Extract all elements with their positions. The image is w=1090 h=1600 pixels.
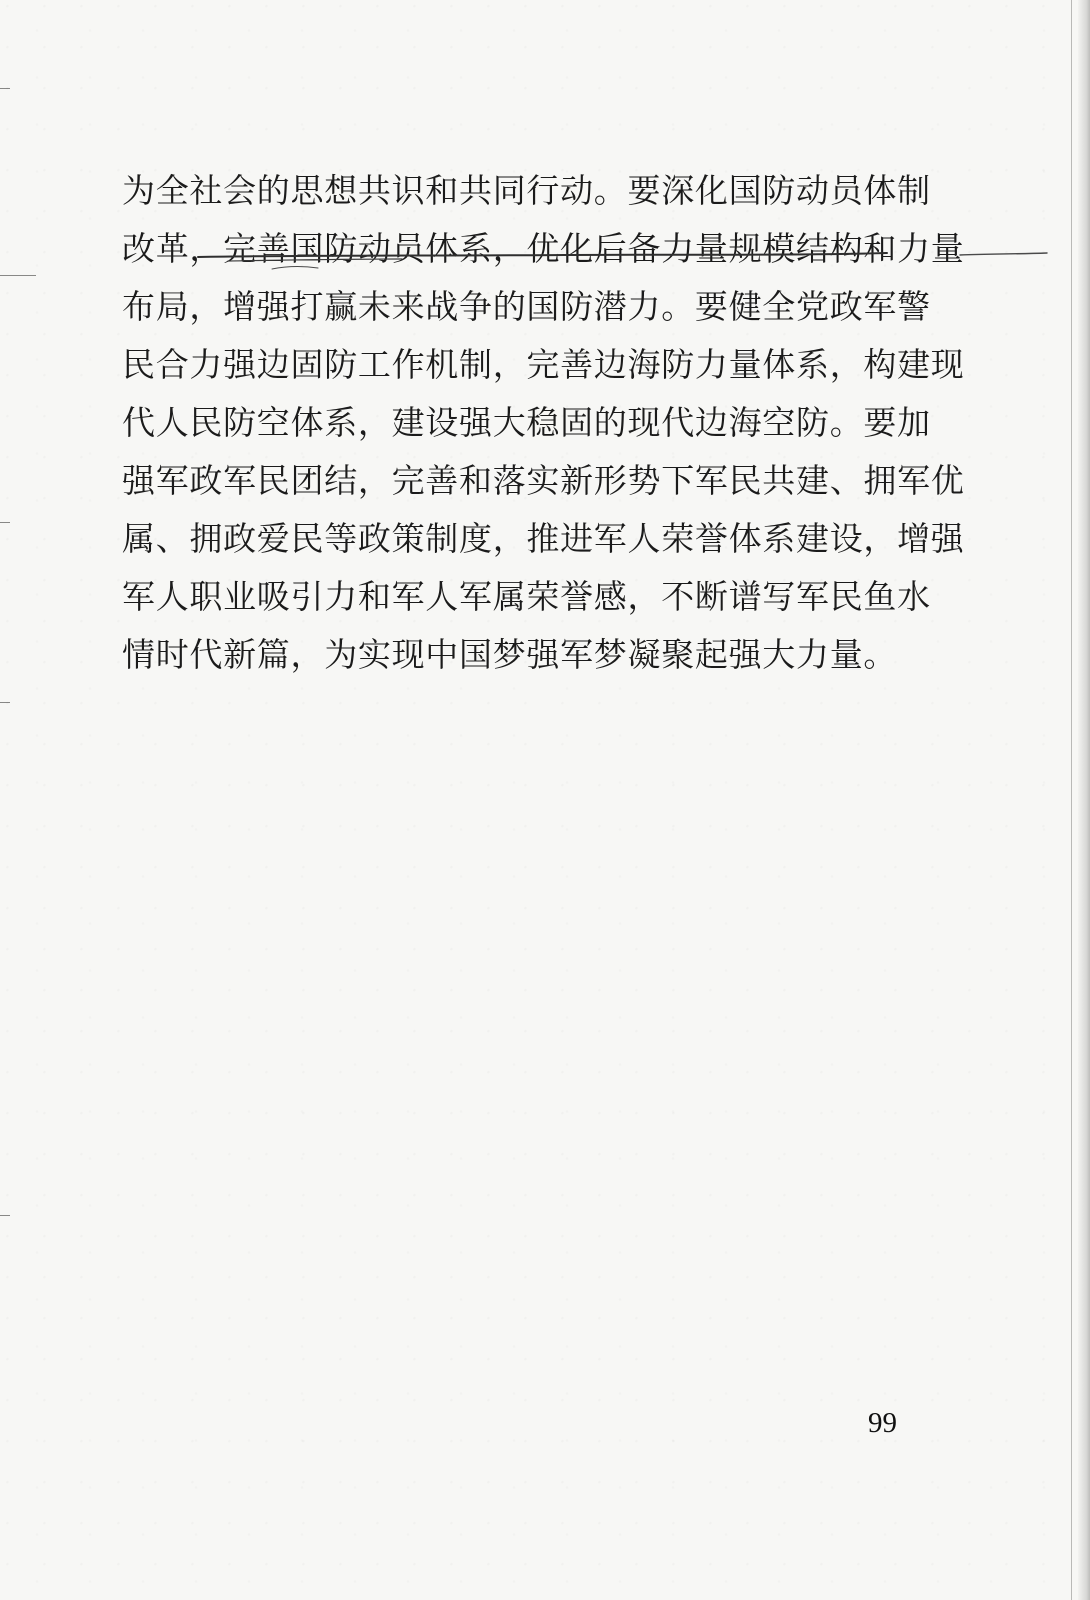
paragraph-line: 民合力强边固防工作机制，完善边海防力量体系，构建现 bbox=[122, 345, 965, 384]
paragraph-line: 为全社会的思想共识和共同行动。要深化国防动员体制 bbox=[122, 171, 931, 210]
body-paragraph bbox=[122, 162, 965, 684]
paragraph-line: 强军政军民团结，完善和落实新形势下军民共建、拥军优 bbox=[122, 461, 965, 500]
left-margin-mark bbox=[0, 1215, 10, 1216]
page-edge-line bbox=[1071, 0, 1072, 1600]
paragraph-line: 代人民防空体系，建设强大稳固的现代边海空防。要加 bbox=[122, 403, 931, 442]
paragraph-line: 改革，完善国防动员体系，优化后备力量规模结构和力量 bbox=[122, 229, 965, 268]
left-margin-mark bbox=[0, 275, 36, 276]
paragraph-line: 情时代新篇，为实现中国梦强军梦凝聚起强大力量。 bbox=[122, 635, 898, 674]
page-edge-shadow bbox=[1078, 0, 1090, 1600]
paragraph-line: 布局，增强打赢未来战争的国防潜力。要健全党政军警 bbox=[122, 287, 931, 326]
paragraph-line: 军人职业吸引力和军人军属荣誉感，不断谱写军民鱼水 bbox=[122, 577, 931, 616]
left-margin-mark bbox=[0, 702, 10, 703]
left-margin-mark bbox=[0, 88, 10, 89]
page-number: 99 bbox=[868, 1407, 897, 1439]
paragraph-line: 属、拥政爱民等政策制度，推进军人荣誉体系建设，增强 bbox=[122, 519, 965, 558]
left-margin-mark bbox=[0, 522, 10, 523]
